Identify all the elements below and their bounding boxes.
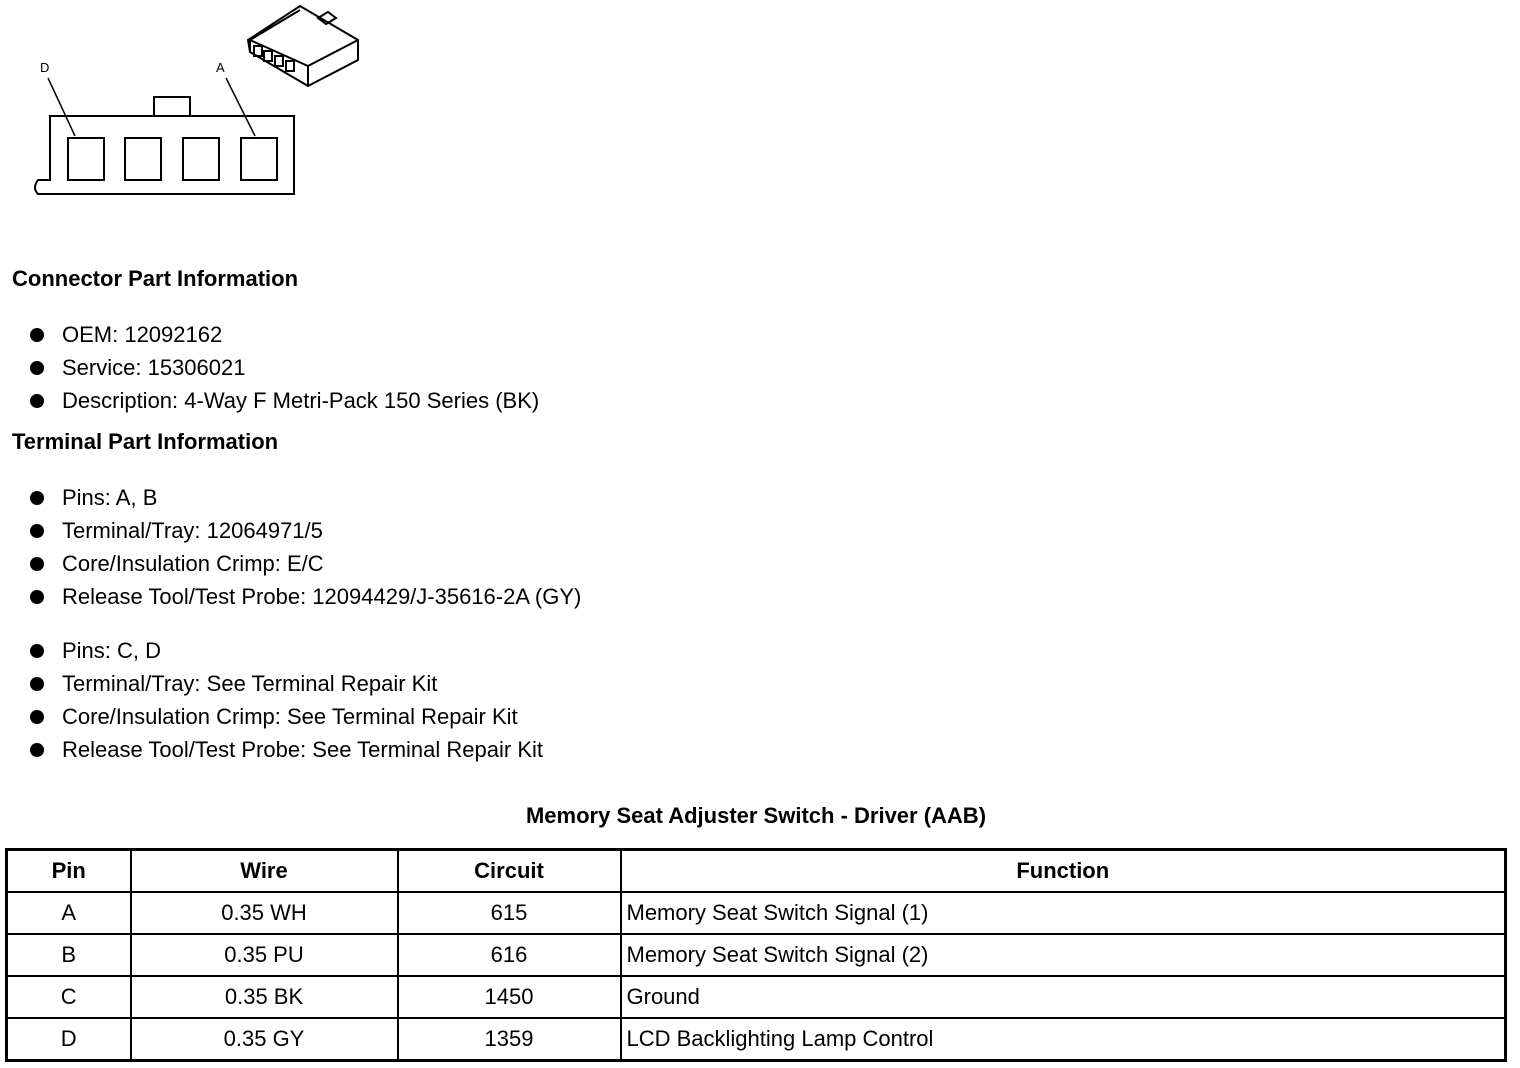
cell-pin: B [7, 934, 131, 976]
cell-function: Memory Seat Switch Signal (1) [621, 892, 1506, 934]
terminal-group-ab-list [28, 481, 581, 613]
list-item: Core/Insulation Crimp: See Terminal Repair Kit [28, 700, 543, 733]
header-pin: Pin [7, 850, 131, 893]
connector-face-drawing [0, 0, 400, 210]
connector-part-info-heading: Connector Part Information [12, 266, 299, 291]
cell-circuit: 616 [398, 934, 621, 976]
table-header-row [7, 850, 1506, 893]
connector-diagram [0, 0, 400, 210]
cell-function: Ground [621, 976, 1506, 1018]
pin-a-label: A [216, 60, 225, 75]
list-item: Release Tool/Test Probe: 12094429/J-35616-2A (GY) [28, 580, 581, 613]
terminal-part-info-heading: Terminal Part Information [12, 429, 279, 454]
table-title: Memory Seat Adjuster Switch - Driver (AAB) [525, 803, 987, 828]
cell-circuit: 1450 [398, 976, 621, 1018]
connector-part-info-list [28, 318, 539, 417]
pinout-table [5, 848, 1507, 1062]
table-row [7, 1018, 1506, 1061]
list-item: Pins: A, B [28, 481, 581, 514]
cell-function: Memory Seat Switch Signal (2) [621, 934, 1506, 976]
cell-pin: A [7, 892, 131, 934]
list-item: Description: 4-Way F Metri-Pack 150 Series (BK) [28, 384, 539, 417]
list-item: OEM: 12092162 [28, 318, 539, 351]
cell-function: LCD Backlighting Lamp Control [621, 1018, 1506, 1061]
cell-circuit: 615 [398, 892, 621, 934]
table-row [7, 892, 1506, 934]
cell-pin: C [7, 976, 131, 1018]
cell-wire: 0.35 BK [131, 976, 398, 1018]
header-circuit: Circuit [398, 850, 621, 893]
cell-wire: 0.35 WH [131, 892, 398, 934]
terminal-group-cd-list [28, 634, 543, 766]
list-item: Terminal/Tray: See Terminal Repair Kit [28, 667, 543, 700]
list-item: Core/Insulation Crimp: E/C [28, 547, 581, 580]
pin-d-label: D [40, 60, 50, 75]
list-item: Pins: C, D [28, 634, 543, 667]
header-function: Function [621, 850, 1506, 893]
cell-circuit: 1359 [398, 1018, 621, 1061]
list-item: Service: 15306021 [28, 351, 539, 384]
cell-wire: 0.35 GY [131, 1018, 398, 1061]
list-item: Terminal/Tray: 12064971/5 [28, 514, 581, 547]
cell-pin: D [7, 1018, 131, 1061]
cell-wire: 0.35 PU [131, 934, 398, 976]
header-wire: Wire [131, 850, 398, 893]
list-item: Release Tool/Test Probe: See Terminal Repair Kit [28, 733, 543, 766]
table-row [7, 934, 1506, 976]
table-row [7, 976, 1506, 1018]
